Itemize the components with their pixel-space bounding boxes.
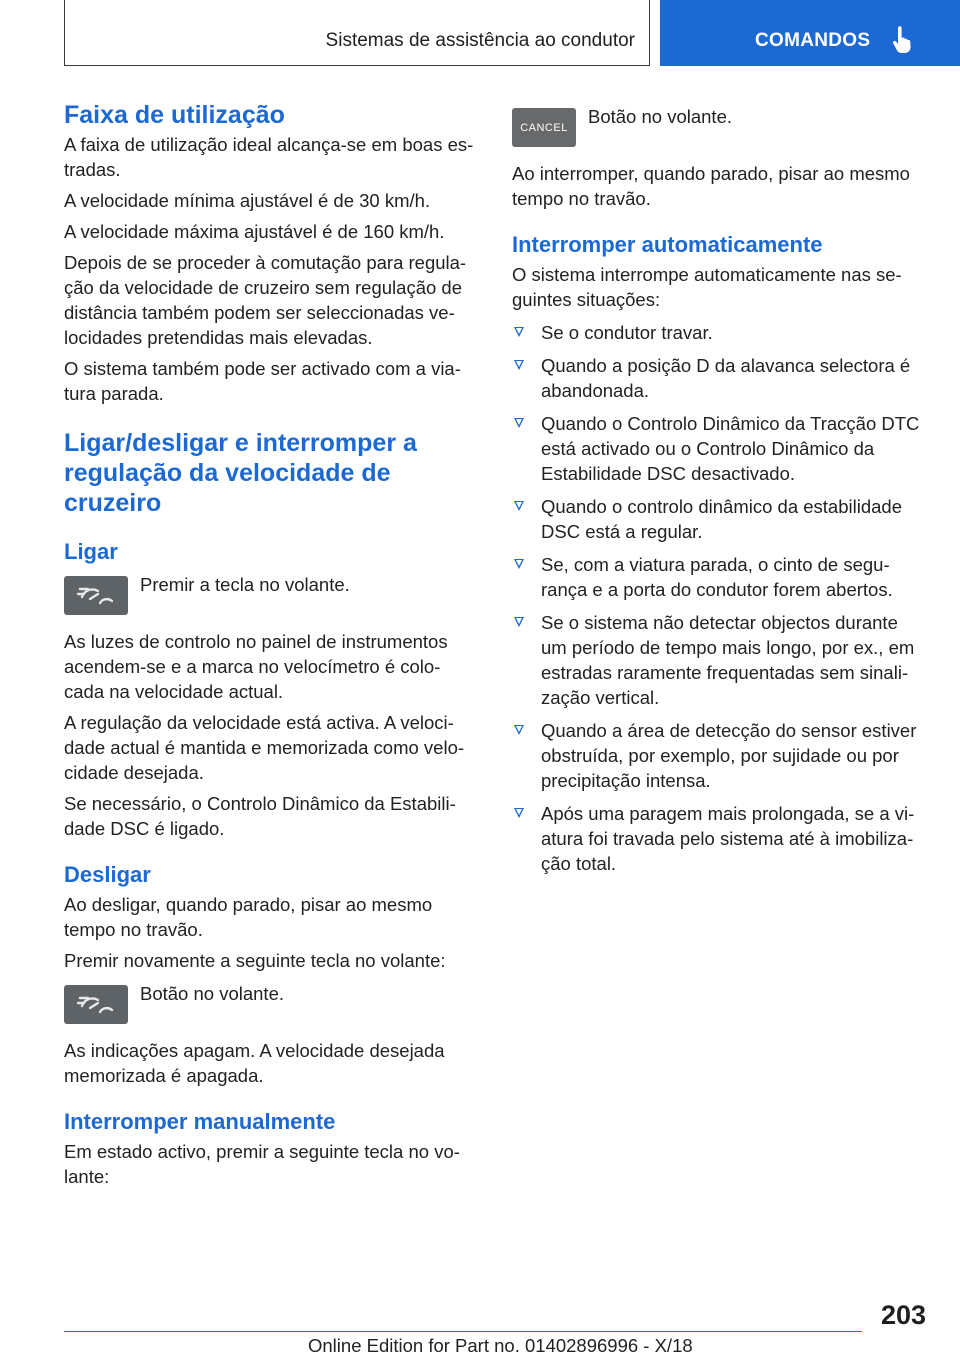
key-on-text: Premir a tecla no volante. — [140, 574, 350, 595]
heading-usage-range: Faixa de utilização — [64, 101, 285, 129]
paragraph: A regulação da velocidade está activa. A veloci-dade actual é mantida e memorizada como velo-cidade desejada. — [64, 712, 465, 783]
triangle-bullet-icon — [514, 617, 524, 627]
paragraph: Depois de se proceder à comutação para regula-ção da velocidade de cruzeiro sem regulação de distância também podem ser seleccionadas ve-locidades pretendidas mais elevadas. — [64, 252, 467, 348]
paragraph: Premir novamente a seguinte tecla no volante: — [64, 950, 446, 971]
list-item: Quando a posição D da alavanca selectora é abandonada. — [512, 353, 926, 403]
key-row-off — [64, 985, 478, 1024]
triangle-bullet-icon — [514, 725, 524, 735]
section-title: Sistemas de assistência ao condutor — [325, 30, 635, 51]
heading-off: Desligar — [64, 862, 151, 887]
paragraph: O sistema interrompe automaticamente nas se-guintes situações: — [512, 264, 902, 310]
cruise-control-key-image — [64, 985, 128, 1024]
triangle-bullet-icon — [514, 501, 524, 511]
paragraph: Em estado activo, premir a seguinte tecla no vo-lante: — [64, 1141, 460, 1187]
hand-pointer-icon — [892, 26, 912, 54]
chapter-title: COMANDOS — [755, 30, 871, 51]
page-number: 203 — [880, 1300, 926, 1330]
header-section-box — [64, 0, 650, 66]
cancel-key-image — [512, 108, 576, 147]
key-off-text: Botão no volante. — [140, 983, 284, 1004]
heading-manual-interrupt: Interromper manualmente — [64, 1109, 336, 1134]
list-item: Quando o Controlo Dinâmico da Tracção DTC está activado ou o Controlo Dinâmico da Estabilidade DSC desactivado. — [512, 411, 926, 486]
header-chapter-tab[interactable] — [660, 0, 960, 66]
list-item: Quando o controlo dinâmico da estabilidade DSC está a regular. — [512, 494, 926, 544]
paragraph: A velocidade máxima ajustável é de 160 km/h. — [64, 221, 445, 242]
key-row-on — [64, 576, 478, 615]
heading-on: Ligar — [64, 539, 118, 564]
heading-cruise-control: Ligar/desligar e interromper a regulação da velocidade de cruzeiro — [64, 429, 417, 517]
paragraph: O sistema também pode ser activado com a via-tura parada. — [64, 358, 461, 404]
triangle-bullet-icon — [514, 808, 524, 818]
cruise-control-key-image — [64, 576, 128, 615]
key-row-cancel — [512, 108, 926, 147]
list-item: Se, com a viatura parada, o cinto de segu-rança e a porta do condutor forem abertos. — [512, 552, 926, 602]
paragraph: As luzes de controlo no painel de instrumentos acendem-se e a marca no velocímetro é colo-cada na velocidade actual. — [64, 631, 448, 702]
triangle-bullet-icon — [514, 559, 524, 569]
triangle-bullet-icon — [514, 360, 524, 370]
list-item: Após uma paragem mais prolongada, se a vi-atura foi travada pelo sistema até à imobiliza-ção total. — [512, 801, 926, 876]
paragraph: A faixa de utilização ideal alcança-se em boas es-tradas. — [64, 134, 474, 180]
paragraph: A velocidade mínima ajustável é de 30 km/h. — [64, 190, 431, 211]
right-column — [512, 100, 926, 876]
footer-divider — [64, 1331, 862, 1332]
paragraph: As indicações apagam. A velocidade desejada memorizada é apagada. — [64, 1040, 445, 1086]
cruise-control-icon — [76, 583, 116, 609]
cruise-control-icon — [76, 992, 116, 1018]
footer-edition: Online Edition for Part no. 01402896996 - X/18 — [308, 1335, 693, 1356]
key-cancel-text: Botão no volante. — [588, 106, 732, 127]
list-item: Quando a área de detecção do sensor estiver obstruída, por exemplo, por sujidade ou por precipitação intensa. — [512, 718, 926, 793]
paragraph: Se necessário, o Controlo Dinâmico da Estabili-dade DSC é ligado. — [64, 793, 456, 839]
list-item: Se o condutor travar. — [512, 320, 926, 345]
triangle-bullet-icon — [514, 418, 524, 428]
left-column — [64, 100, 478, 1189]
heading-auto-interrupt: Interromper automaticamente — [512, 232, 823, 257]
list-item: Se o sistema não detectar objectos durante um período de tempo mais longo, por ex., em estradas raramente frequentadas sem sinali-zação vertical. — [512, 610, 926, 710]
triangle-bullet-icon — [514, 327, 524, 337]
paragraph: Ao interromper, quando parado, pisar ao mesmo tempo no travão. — [512, 163, 910, 209]
paragraph: Ao desligar, quando parado, pisar ao mesmo tempo no travão. — [64, 894, 433, 940]
interrupt-conditions-list — [512, 320, 926, 876]
cancel-key-label: CANCEL — [520, 121, 568, 134]
